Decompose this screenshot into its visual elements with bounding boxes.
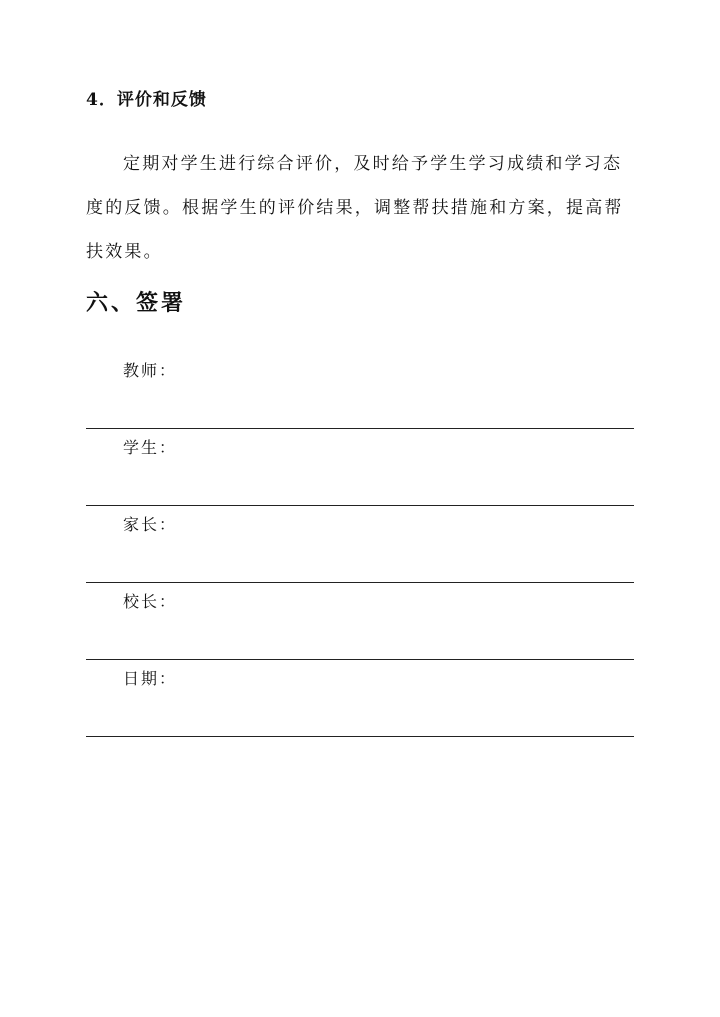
signature-label-principal: 校长： (123, 592, 178, 611)
signature-section-title: 六、签署 (86, 290, 187, 316)
signature-row-principal (86, 583, 634, 660)
signature-row-student (86, 429, 634, 506)
signature-row-parent (86, 506, 634, 583)
signature-row-date (86, 660, 634, 737)
signature-row-teacher (86, 352, 634, 429)
signature-label-date: 日期： (123, 669, 178, 688)
signature-label-teacher: 教师： (123, 361, 178, 380)
evaluation-feedback-heading: 4．评价和反馈 (86, 90, 207, 110)
evaluation-feedback-paragraph: 定期对学生进行综合评价，及时给予学生学习成绩和学习态度的反馈。根据学生的评价结果，调整帮扶措施和方案，提高帮扶效果。 (86, 154, 624, 262)
signature-label-parent: 家长： (123, 515, 178, 534)
signature-label-student: 学生： (123, 438, 178, 457)
